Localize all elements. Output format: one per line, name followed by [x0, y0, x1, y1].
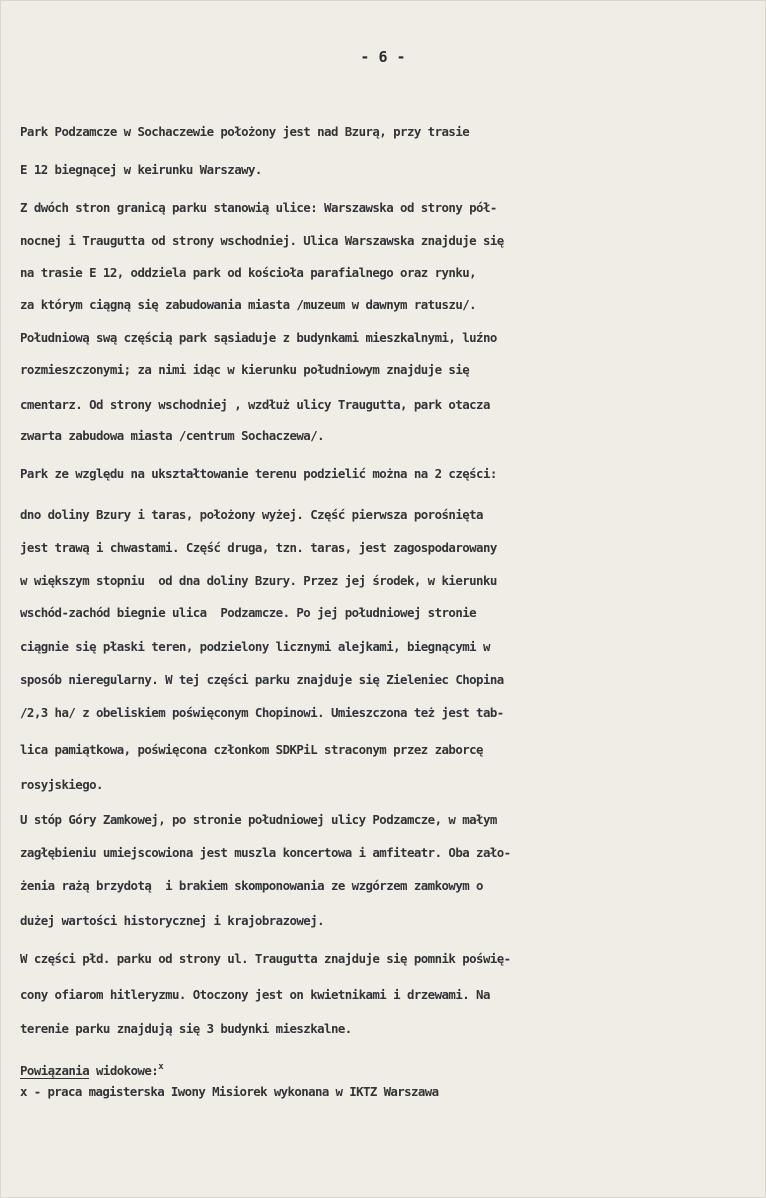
text-line: rosyjskiego. [20, 777, 103, 792]
text-line: E 12 biegnącej w keirunku Warszawy. [20, 162, 262, 177]
text-line: Z dwóch stron granicą parku stanowią ulice: Warszawska od strony pół- [20, 200, 497, 215]
text-line: na trasie E 12, oddziela park od kościoła parafialnego oraz rynku, [20, 265, 477, 280]
text-line: zwarta zabudowa miasta /centrum Sochaczewa/. [20, 428, 325, 443]
text-line: dużej wartości historycznej i krajobrazowej. [20, 913, 325, 928]
text-line: dno doliny Bzury i taras, położony wyżej. Część pierwsza porośnięta [20, 507, 483, 522]
text-line: zagłębieniu umiejscowiona jest muszla koncertowa i amfiteatr. Oba zało- [20, 845, 511, 860]
text-line: jest trawą i chwastami. Część druga, tzn. taras, jest zagospodarowany [20, 540, 497, 555]
text-line: Południową swą częścią park sąsiaduje z budynkami mieszkalnymi, luźno [20, 330, 497, 345]
text-line: cony ofiarom hitleryzmu. Otoczony jest on kwietnikami i drzewami. Na [20, 987, 490, 1002]
section-heading-views [20, 1063, 163, 1078]
page-number: - 6 - [360, 48, 406, 66]
text-line: U stóp Góry Zamkowej, po stronie południowej ulicy Podzamcze, w małym [20, 812, 497, 827]
text-line: za którym ciągną się zabudowania miasta /muzeum w dawnym ratuszu/. [20, 297, 477, 312]
text-line: Park ze względu na ukształtowanie terenu podzielić można na 2 części: [20, 466, 497, 481]
text-line: Park Podzamcze w Sochaczewie położony jest nad Bzurą, przy trasie [20, 124, 470, 139]
footnote-text: x - praca magisterska Iwony Misiorek wykonana w IKTZ Warszawa [20, 1084, 439, 1099]
text-line: lica pamiątkowa, poświęcona członkom SDKPiL straconym przez zaborcę [20, 742, 483, 757]
footnote-marker: x [158, 1062, 164, 1072]
text-line: nocnej i Traugutta od strony wschodniej. Ulica Warszawska znajduje się [20, 233, 504, 248]
heading-underlined-word: Powiązania [20, 1063, 90, 1078]
text-line: żenia rażą brzydotą i brakiem skomponowania ze wzgórzem zamkowym o [20, 878, 483, 893]
text-line: terenie parku znajdują się 3 budynki mieszkalne. [20, 1021, 352, 1036]
text-line: /2,3 ha/ z obeliskiem poświęconym Chopinowi. Umieszczona też jest tab- [20, 705, 504, 720]
heading-rest: widokowe: [89, 1063, 159, 1078]
text-line: rozmieszczonymi; za nimi idąc w kierunku południowym znajduje się [20, 362, 470, 377]
text-line: W części płd. parku od strony ul. Traugutta znajduje się pomnik poświę- [20, 951, 511, 966]
text-line: w większym stopniu od dna doliny Bzury. Przez jej środek, w kierunku [20, 573, 497, 588]
text-line: ciągnie się płaski teren, podzielony licznymi alejkami, biegnącymi w [20, 639, 490, 654]
text-line: wschód-zachód biegnie ulica Podzamcze. Po jej południowej stronie [20, 605, 477, 620]
text-line: cmentarz. Od strony wschodniej , wzdłuż ulicy Traugutta, park otacza [20, 397, 490, 412]
text-line: sposób nieregularny. W tej części parku znajduje się Zieleniec Chopina [20, 672, 504, 687]
